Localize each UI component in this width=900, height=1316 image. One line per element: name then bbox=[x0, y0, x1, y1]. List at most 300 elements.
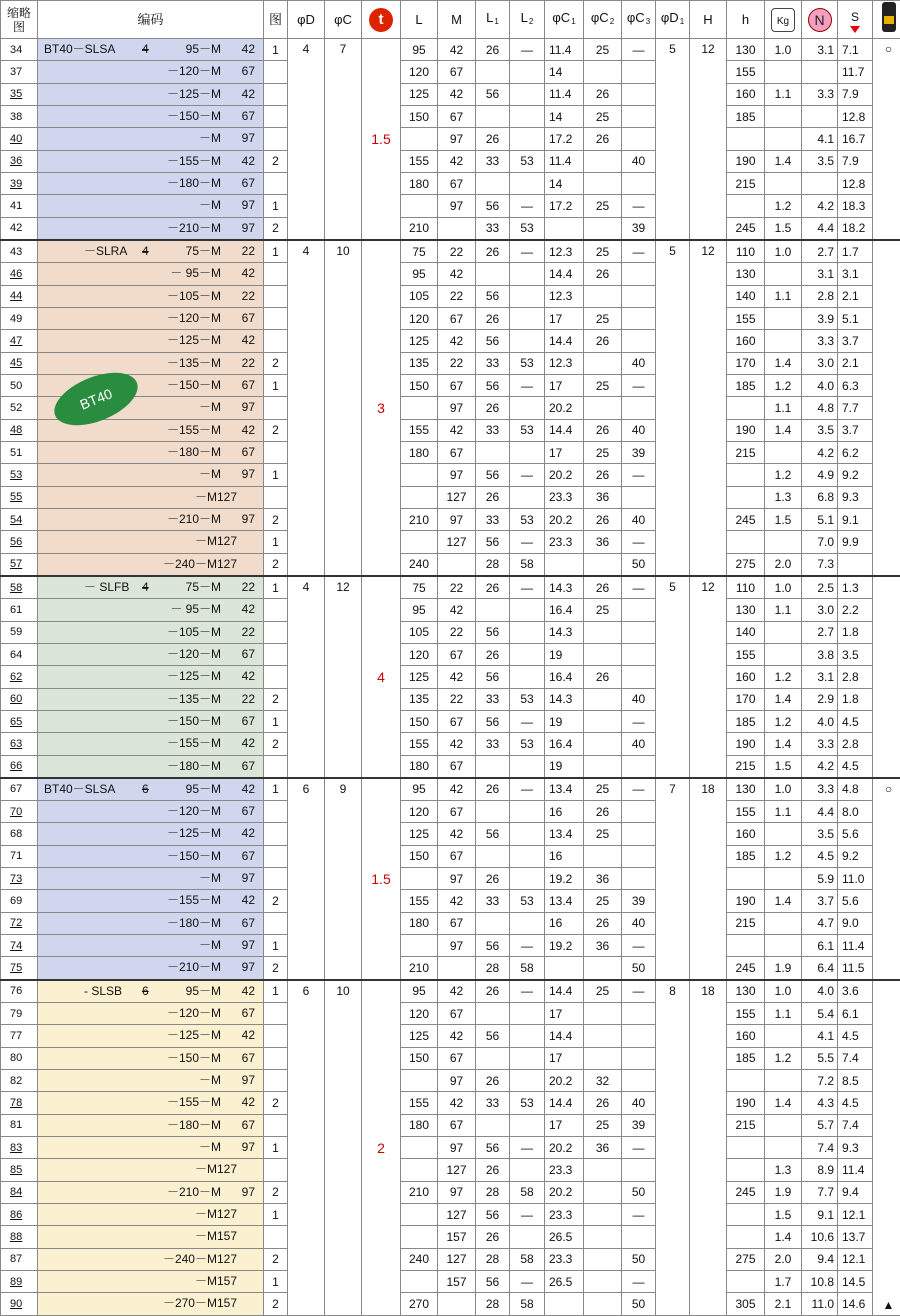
header-d1-sub: 1 bbox=[680, 17, 684, 26]
c2-value bbox=[584, 1226, 622, 1248]
s-value: 12.8 bbox=[838, 105, 873, 127]
l-value: 125 bbox=[401, 823, 438, 845]
l2-value: — bbox=[510, 778, 545, 801]
item-code bbox=[38, 1047, 264, 1069]
l1-value: 56 bbox=[476, 823, 510, 845]
item-code bbox=[38, 486, 264, 508]
m-value: 42 bbox=[438, 83, 476, 105]
table-row bbox=[1, 935, 900, 957]
code-value: 97 bbox=[242, 397, 255, 417]
c2-value: 32 bbox=[584, 1070, 622, 1092]
weight-value bbox=[765, 105, 802, 127]
thumbnail-link[interactable]: 39 bbox=[1, 172, 38, 194]
weight-value bbox=[765, 935, 802, 957]
code-value: 42 bbox=[242, 263, 255, 283]
thumbnail-link[interactable]: 58 bbox=[1, 576, 38, 599]
c3-value bbox=[622, 823, 656, 845]
n-value: 3.7 bbox=[802, 890, 838, 912]
thumbnail-link[interactable]: 84 bbox=[1, 1181, 38, 1203]
d1-value: 8 bbox=[656, 980, 690, 1315]
weight-value: 1.0 bbox=[765, 240, 802, 263]
weight-value: 2.0 bbox=[765, 553, 802, 576]
code-value: 22 bbox=[242, 353, 255, 373]
s-value: 1.7 bbox=[838, 240, 873, 263]
l2-value bbox=[510, 823, 545, 845]
m-value: 157 bbox=[438, 1271, 476, 1293]
h-lower-value: 190 bbox=[727, 1092, 765, 1114]
thumbnail-link[interactable]: 36 bbox=[1, 150, 38, 172]
n-value: 7.3 bbox=[802, 553, 838, 576]
weight-value: 1.1 bbox=[765, 599, 802, 621]
stock-mark bbox=[873, 576, 900, 778]
l-value: 155 bbox=[401, 890, 438, 912]
weight-value bbox=[765, 441, 802, 463]
t-value: 1.5 bbox=[362, 778, 401, 980]
weight-value bbox=[765, 330, 802, 352]
c1-value: 23.3 bbox=[545, 486, 584, 508]
n-value: 4.0 bbox=[802, 980, 838, 1003]
header-d1-label: φD bbox=[661, 10, 679, 25]
table-row bbox=[1, 845, 900, 867]
c1-value: 17 bbox=[545, 1003, 584, 1025]
l1-value: 26 bbox=[476, 486, 510, 508]
c2-value bbox=[584, 1047, 622, 1069]
code-value: 22 bbox=[242, 241, 255, 261]
thumbnail-link[interactable]: 44 bbox=[1, 285, 38, 307]
thumbnail-link[interactable]: 55 bbox=[1, 486, 38, 508]
table-row bbox=[1, 1181, 900, 1203]
weight-value: 1.2 bbox=[765, 195, 802, 217]
c2-value bbox=[584, 621, 622, 643]
l2-value: — bbox=[510, 935, 545, 957]
thumbnail-link[interactable]: 42 bbox=[1, 217, 38, 240]
thumbnail-link[interactable]: 40 bbox=[1, 128, 38, 150]
l-value: 240 bbox=[401, 553, 438, 576]
c1-value: 16 bbox=[545, 801, 584, 823]
c2-value bbox=[584, 755, 622, 778]
header-h-lower: h bbox=[727, 1, 765, 39]
thumbnail-link[interactable]: 63 bbox=[1, 733, 38, 755]
thumbnail-link[interactable]: 50 bbox=[1, 374, 38, 396]
code-length-model: －M bbox=[199, 128, 221, 148]
code-prefix: BT40－SLSA bbox=[44, 39, 115, 59]
l2-value: — bbox=[510, 576, 545, 599]
c1-value: 17 bbox=[545, 1114, 584, 1136]
c3-value: — bbox=[622, 195, 656, 217]
m-value: 97 bbox=[438, 868, 476, 890]
thumbnail-link[interactable]: 90 bbox=[1, 1293, 38, 1315]
c3-value: 40 bbox=[622, 150, 656, 172]
l2-value bbox=[510, 666, 545, 688]
c2-value: 26 bbox=[584, 263, 622, 285]
t-value: 3 bbox=[362, 240, 401, 576]
item-code bbox=[38, 1114, 264, 1136]
l1-value: 26 bbox=[476, 397, 510, 419]
code-value: 67 bbox=[242, 711, 255, 731]
header-c3-sub: 3 bbox=[646, 17, 650, 26]
l1-value: 26 bbox=[476, 307, 510, 329]
thumbnail-link[interactable]: 83 bbox=[1, 1137, 38, 1159]
weight-value: 1.0 bbox=[765, 778, 802, 801]
item-code bbox=[38, 957, 264, 980]
c3-value bbox=[622, 801, 656, 823]
l1-value: 56 bbox=[476, 621, 510, 643]
h-lower-value: 185 bbox=[727, 710, 765, 732]
thumbnail-link[interactable]: 62 bbox=[1, 666, 38, 688]
n-value: 3.5 bbox=[802, 823, 838, 845]
stock-mark bbox=[873, 240, 900, 576]
figure-number: 2 bbox=[264, 1092, 288, 1114]
l1-value: 56 bbox=[476, 710, 510, 732]
table-row bbox=[1, 710, 900, 732]
l-value: 125 bbox=[401, 1025, 438, 1047]
s-value: 2.2 bbox=[838, 599, 873, 621]
l2-value: 58 bbox=[510, 1293, 545, 1315]
m-value bbox=[438, 553, 476, 576]
l1-value: 56 bbox=[476, 531, 510, 553]
c2-value bbox=[584, 957, 622, 980]
n-value: 3.3 bbox=[802, 330, 838, 352]
table-row bbox=[1, 823, 900, 845]
weight-value: 1.2 bbox=[765, 845, 802, 867]
l2-value: 53 bbox=[510, 217, 545, 240]
code-value: 42 bbox=[242, 84, 255, 104]
figure-number bbox=[264, 1025, 288, 1047]
s-value: 7.9 bbox=[838, 83, 873, 105]
c2-value: 36 bbox=[584, 1137, 622, 1159]
thumbnail-link[interactable]: 46 bbox=[1, 263, 38, 285]
thumbnail-link[interactable]: 65 bbox=[1, 710, 38, 732]
l1-value: 28 bbox=[476, 1293, 510, 1315]
weight-value bbox=[765, 1070, 802, 1092]
c3-value: — bbox=[622, 778, 656, 801]
figure-number bbox=[264, 823, 288, 845]
l1-value: 26 bbox=[476, 980, 510, 1003]
thumbnail-link[interactable]: 81 bbox=[1, 1114, 38, 1136]
l2-value bbox=[510, 621, 545, 643]
thumbnail-link[interactable]: 86 bbox=[1, 1204, 38, 1226]
thumbnail-link[interactable]: 57 bbox=[1, 553, 38, 576]
c2-value: 26 bbox=[584, 801, 622, 823]
m-value: 127 bbox=[438, 486, 476, 508]
thumbnail-link[interactable]: 80 bbox=[1, 1047, 38, 1069]
c1-value: 14 bbox=[545, 172, 584, 194]
s-value: 5.6 bbox=[838, 890, 873, 912]
code-value: 67 bbox=[242, 375, 255, 395]
m-value: 97 bbox=[438, 1070, 476, 1092]
phi-d-value: 6 bbox=[288, 980, 325, 1315]
c1-value: 14.3 bbox=[545, 688, 584, 710]
s-value: 12.1 bbox=[838, 1204, 873, 1226]
item-code bbox=[38, 1092, 264, 1114]
m-value: 67 bbox=[438, 1114, 476, 1136]
thumbnail-link[interactable]: 49 bbox=[1, 307, 38, 329]
figure-number bbox=[264, 621, 288, 643]
code-value: 42 bbox=[242, 599, 255, 619]
thumbnail-link[interactable]: 64 bbox=[1, 643, 38, 665]
h-lower-value: 155 bbox=[727, 643, 765, 665]
code-value: 97 bbox=[242, 464, 255, 484]
l1-value: 33 bbox=[476, 688, 510, 710]
thumbnail-link[interactable]: 75 bbox=[1, 957, 38, 980]
thumbnail-link[interactable]: 34 bbox=[1, 39, 38, 61]
m-value: 97 bbox=[438, 195, 476, 217]
thumbnail-link[interactable]: 43 bbox=[1, 240, 38, 263]
header-phi-c2 bbox=[584, 1, 622, 39]
c2-value bbox=[584, 172, 622, 194]
header-thumbnail: 缩略 图 bbox=[1, 1, 38, 39]
m-value: 97 bbox=[438, 1137, 476, 1159]
s-value: 7.4 bbox=[838, 1047, 873, 1069]
table-row bbox=[1, 643, 900, 665]
thumbnail-link[interactable]: 70 bbox=[1, 801, 38, 823]
m-value: 42 bbox=[438, 980, 476, 1003]
d1-value: 5 bbox=[656, 39, 690, 240]
thumbnail-link[interactable]: 88 bbox=[1, 1226, 38, 1248]
n-value: 4.2 bbox=[802, 195, 838, 217]
code-size: 4 bbox=[142, 241, 149, 261]
table-row bbox=[1, 868, 900, 890]
table-row bbox=[1, 285, 900, 307]
thumbnail-link[interactable]: 73 bbox=[1, 868, 38, 890]
c2-value: 36 bbox=[584, 531, 622, 553]
c1-value: 19 bbox=[545, 710, 584, 732]
l-value: 120 bbox=[401, 643, 438, 665]
l2-value bbox=[510, 868, 545, 890]
n-value bbox=[802, 105, 838, 127]
l1-value bbox=[476, 912, 510, 934]
header-m: M bbox=[438, 1, 476, 39]
code-length-model: －M127 bbox=[195, 1204, 237, 1224]
thumbnail-link[interactable]: 69 bbox=[1, 890, 38, 912]
thumbnail-link[interactable]: 77 bbox=[1, 1025, 38, 1047]
figure-number: 1 bbox=[264, 195, 288, 217]
s-value: 8.5 bbox=[838, 1070, 873, 1092]
thumbnail-link[interactable]: 38 bbox=[1, 105, 38, 127]
weight-value bbox=[765, 643, 802, 665]
item-code bbox=[38, 1159, 264, 1181]
figure-number: 1 bbox=[264, 710, 288, 732]
l2-value: — bbox=[510, 195, 545, 217]
l1-value: 28 bbox=[476, 553, 510, 576]
thumbnail-link[interactable]: 71 bbox=[1, 845, 38, 867]
m-value: 67 bbox=[438, 172, 476, 194]
table-row bbox=[1, 599, 900, 621]
c1-value bbox=[545, 217, 584, 240]
s-value: 1.8 bbox=[838, 688, 873, 710]
code-value: 67 bbox=[242, 1048, 255, 1068]
n-value: 10.8 bbox=[802, 1271, 838, 1293]
code-value: 42 bbox=[242, 733, 255, 753]
figure-number bbox=[264, 441, 288, 463]
thumbnail-link[interactable]: 89 bbox=[1, 1271, 38, 1293]
thumbnail-link[interactable]: 82 bbox=[1, 1070, 38, 1092]
code-length-model: －180－M bbox=[167, 173, 221, 193]
n-value: 11.0 bbox=[802, 1293, 838, 1315]
s-value: 18.2 bbox=[838, 217, 873, 240]
code-value: 22 bbox=[242, 622, 255, 642]
h-lower-value: 155 bbox=[727, 1003, 765, 1025]
h-lower-value: 190 bbox=[727, 150, 765, 172]
m-value: 22 bbox=[438, 352, 476, 374]
n-value: 2.7 bbox=[802, 621, 838, 643]
c1-value: 16.4 bbox=[545, 666, 584, 688]
code-value: 42 bbox=[242, 666, 255, 686]
phi-d-value: 4 bbox=[288, 576, 325, 778]
l-value: 155 bbox=[401, 150, 438, 172]
code-length-model: 95－M bbox=[186, 779, 221, 799]
item-code bbox=[38, 801, 264, 823]
thumbnail-link[interactable]: 85 bbox=[1, 1159, 38, 1181]
weight-value: 1.4 bbox=[765, 419, 802, 441]
l2-value: — bbox=[510, 374, 545, 396]
thumbnail-link[interactable]: 48 bbox=[1, 419, 38, 441]
thumbnail-link[interactable]: 51 bbox=[1, 441, 38, 463]
h-lower-value: 275 bbox=[727, 1248, 765, 1270]
c1-value: 20.2 bbox=[545, 464, 584, 486]
l1-value bbox=[476, 599, 510, 621]
m-value bbox=[438, 1293, 476, 1315]
c1-value: 20.2 bbox=[545, 1181, 584, 1203]
table-row bbox=[1, 531, 900, 553]
code-length-model: －155－M bbox=[167, 733, 221, 753]
c2-value bbox=[584, 1293, 622, 1315]
l2-value: 53 bbox=[510, 150, 545, 172]
c2-value: 25 bbox=[584, 1114, 622, 1136]
thumbnail-link[interactable]: 61 bbox=[1, 599, 38, 621]
item-code bbox=[38, 890, 264, 912]
thumbnail-link[interactable]: 59 bbox=[1, 621, 38, 643]
thumbnail-link[interactable]: 45 bbox=[1, 352, 38, 374]
weight-value: 1.2 bbox=[765, 374, 802, 396]
thumbnail-link[interactable]: 68 bbox=[1, 823, 38, 845]
l1-value: 28 bbox=[476, 1181, 510, 1203]
m-value: 97 bbox=[438, 1181, 476, 1203]
c3-value: 50 bbox=[622, 1181, 656, 1203]
m-value: 42 bbox=[438, 599, 476, 621]
n-value: 2.5 bbox=[802, 576, 838, 599]
thumbnail-link[interactable]: 35 bbox=[1, 83, 38, 105]
c2-value: 25 bbox=[584, 105, 622, 127]
thumbnail-link[interactable]: 78 bbox=[1, 1092, 38, 1114]
thumbnail-link[interactable]: 79 bbox=[1, 1003, 38, 1025]
h-lower-value bbox=[727, 935, 765, 957]
thumbnail-link[interactable]: 47 bbox=[1, 330, 38, 352]
figure-number: 1 bbox=[264, 935, 288, 957]
l1-value: 33 bbox=[476, 352, 510, 374]
thumbnail-link[interactable]: 53 bbox=[1, 464, 38, 486]
table-row bbox=[1, 128, 900, 150]
thumbnail-link[interactable]: 52 bbox=[1, 397, 38, 419]
thumbnail-link[interactable]: 56 bbox=[1, 531, 38, 553]
m-value: 42 bbox=[438, 890, 476, 912]
n-value: 2.7 bbox=[802, 240, 838, 263]
c2-value: 25 bbox=[584, 980, 622, 1003]
c2-value bbox=[584, 285, 622, 307]
thumbnail-link[interactable]: 66 bbox=[1, 755, 38, 778]
h-lower-value bbox=[727, 1271, 765, 1293]
item-code bbox=[38, 217, 264, 240]
c1-value: 16 bbox=[545, 845, 584, 867]
stock-mark: ○ bbox=[873, 778, 900, 980]
c2-value: 25 bbox=[584, 441, 622, 463]
c3-value: 40 bbox=[622, 508, 656, 530]
l1-value: 33 bbox=[476, 733, 510, 755]
c2-value bbox=[584, 1159, 622, 1181]
l2-value bbox=[510, 599, 545, 621]
table-row bbox=[1, 801, 900, 823]
figure-number bbox=[264, 1226, 288, 1248]
thumbnail-link[interactable]: 74 bbox=[1, 935, 38, 957]
c1-value: 19.2 bbox=[545, 868, 584, 890]
h-lower-value: 185 bbox=[727, 374, 765, 396]
table-row bbox=[1, 912, 900, 934]
code-length-model: －180－M bbox=[167, 756, 221, 776]
c3-value bbox=[622, 397, 656, 419]
s-value: 12.8 bbox=[838, 172, 873, 194]
thumbnail-link[interactable]: 72 bbox=[1, 912, 38, 934]
h-lower-value: 305 bbox=[727, 1293, 765, 1315]
header-c2-sub: 2 bbox=[610, 17, 614, 26]
m-value: 157 bbox=[438, 1226, 476, 1248]
weight-value bbox=[765, 1137, 802, 1159]
l1-value: 26 bbox=[476, 868, 510, 890]
c1-value: 17 bbox=[545, 374, 584, 396]
c2-value: 25 bbox=[584, 39, 622, 61]
code-length-model: 75－M bbox=[186, 577, 221, 597]
s-value: 2.1 bbox=[838, 352, 873, 374]
c1-value: 20.2 bbox=[545, 1137, 584, 1159]
table-row bbox=[1, 150, 900, 172]
c1-value: 14.3 bbox=[545, 576, 584, 599]
thumbnail-link[interactable]: 87 bbox=[1, 1248, 38, 1270]
thumbnail-link[interactable]: 60 bbox=[1, 688, 38, 710]
figure-number: 2 bbox=[264, 352, 288, 374]
table-row bbox=[1, 1114, 900, 1136]
thumbnail-link[interactable]: 41 bbox=[1, 195, 38, 217]
thumbnail-link[interactable]: 76 bbox=[1, 980, 38, 1003]
thumbnail-link[interactable]: 37 bbox=[1, 61, 38, 83]
n-value: 4.4 bbox=[802, 217, 838, 240]
c2-value bbox=[584, 845, 622, 867]
item-code bbox=[38, 508, 264, 530]
figure-number: 1 bbox=[264, 531, 288, 553]
l1-value bbox=[476, 172, 510, 194]
weight-value bbox=[765, 868, 802, 890]
thumbnail-link[interactable]: 67 bbox=[1, 778, 38, 801]
code-value: 97 bbox=[242, 1182, 255, 1202]
t-value: 1.5 bbox=[362, 39, 401, 240]
l-value: 210 bbox=[401, 217, 438, 240]
l-value bbox=[401, 1204, 438, 1226]
n-value: 4.1 bbox=[802, 128, 838, 150]
thumbnail-link[interactable]: 54 bbox=[1, 508, 38, 530]
header-c1-label: φC bbox=[552, 10, 570, 25]
code-length-model: 95－M bbox=[186, 39, 221, 59]
n-value: 2.8 bbox=[802, 285, 838, 307]
table-row bbox=[1, 307, 900, 329]
h-lower-value: 160 bbox=[727, 330, 765, 352]
m-value: 42 bbox=[438, 666, 476, 688]
header-phi-c3 bbox=[622, 1, 656, 39]
figure-number bbox=[264, 105, 288, 127]
h-lower-value: 130 bbox=[727, 263, 765, 285]
l1-value bbox=[476, 441, 510, 463]
figure-number bbox=[264, 83, 288, 105]
h-lower-value bbox=[727, 1159, 765, 1181]
n-value: 7.4 bbox=[802, 1137, 838, 1159]
n-value: 7.2 bbox=[802, 1070, 838, 1092]
